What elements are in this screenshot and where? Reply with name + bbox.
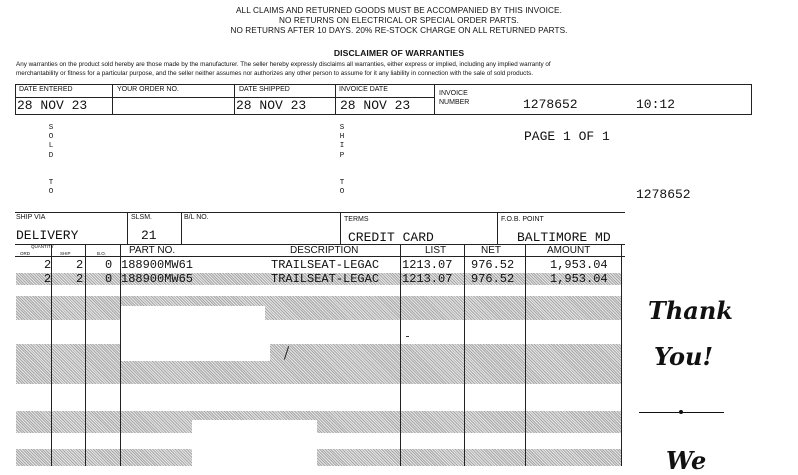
invoice-label-2: NUMBER [439,99,470,106]
fob-label: F.O.B. POINT [501,216,544,223]
date-entered-value: 28 NOV 23 [17,98,88,113]
disclaimer-line-2: merchantability or fitness for a particular purpose, and the seller neither assumes nor authorizes any other person to assume for it any liability in connection with the sale of sold products. [16,70,533,77]
row-amount: 1,953.04 [550,272,608,286]
ship-via-value: DELIVERY [16,228,79,243]
date-shipped-label: DATE SHIPPED [239,86,290,93]
terms-label: TERMS [344,216,369,223]
row-amount: 1,953.04 [550,258,608,272]
sold-to-label: S O L D T O [48,124,54,197]
divider-dot [679,410,683,414]
invoice-number: 1278652 [523,97,578,112]
ship-via-label: SHIP VIA [16,214,46,221]
return-policy-line-2: NO RETURNS ON ELECTRICAL OR SPECIAL ORDER PARTS. [278,16,519,25]
thank-you-line-1: Thank [648,296,733,325]
invoice-number-repeat: 1278652 [636,187,691,202]
shaded-row-band [16,344,621,384]
row-bo: 0 [105,272,113,286]
redaction-block [120,335,270,361]
pen-mark [406,336,409,337]
ship-row-top-line [15,212,625,213]
date-shipped-value: 28 NOV 23 [236,98,307,113]
shaded-row-band [16,449,621,466]
row-ord: 2 [44,272,52,286]
shaded-row-band [16,411,621,433]
row-list: 1213.07 [402,258,453,272]
page-info: PAGE 1 OF 1 [524,129,610,144]
redaction-block [120,306,265,322]
disclaimer-title: DISCLAIMER OF WARRANTIES [333,48,465,58]
quantity-header: QUANTITY [31,244,54,249]
return-policy-line-1: ALL CLAIMS AND RETURNED GOODS MUST BE ACCOMPANIED BY THIS INVOICE. [236,6,562,15]
row-ship: 2 [76,272,84,286]
terms-value: CREDIT CARD [348,230,434,245]
row-part-no: 188900MW65 [121,272,194,286]
amount-header: AMOUNT [547,245,591,256]
ship-to-label: S H I P T O [339,124,345,197]
disclaimer-line-1: Any warranties on the product sold hereby are those made by the manufacturer. The seller hereby expressly disclaims all warranties, either express or implied, including any implied warranty of [16,61,551,68]
row-description: TRAILSEAT-LEGAC [271,272,380,286]
row-list: 1213.07 [402,272,453,286]
row-net: 976.52 [471,272,515,286]
shaded-row-band [16,296,621,320]
row-part-no: 188900MW61 [121,258,194,272]
redaction-block [192,420,317,466]
return-policy-line-3: NO RETURNS AFTER 10 DAYS. 20% RE-STOCK CHARGE ON ALL RETURNED PARTS. [230,26,568,35]
row-net: 976.52 [471,258,515,272]
date-entered-label: DATE ENTERED [19,86,73,93]
thank-you-line-2: You! [654,342,714,371]
ship-header: SHIP [60,251,71,256]
invoice-time: 10:12 [636,97,676,112]
row-bo: 0 [105,258,113,272]
list-header: LIST [425,245,447,256]
bo-header: B.O. [97,251,107,256]
bl-no-label: B/L NO. [184,214,209,221]
fob-value: BALTIMORE MD [517,230,611,245]
invoice-label-1: INVOICE [439,90,468,97]
row-description: TRAILSEAT-LEGAC [271,258,380,272]
description-header: DESCRIPTION [290,245,359,256]
invoice-date-value: 28 NOV 23 [340,98,411,113]
slsm-label: SLSM. [131,214,153,221]
order-no-label: YOUR ORDER NO. [117,86,179,93]
net-header: NET [481,245,501,256]
invoice-date-label: INVOICE DATE [339,86,388,93]
row-ord: 2 [44,258,52,272]
thank-you-line-3: We [666,446,707,475]
slsm-value: 21 [141,228,157,243]
ord-header: ORD [20,251,30,256]
row-ship: 2 [76,258,84,272]
part-no-header: PART NO. [129,245,176,256]
